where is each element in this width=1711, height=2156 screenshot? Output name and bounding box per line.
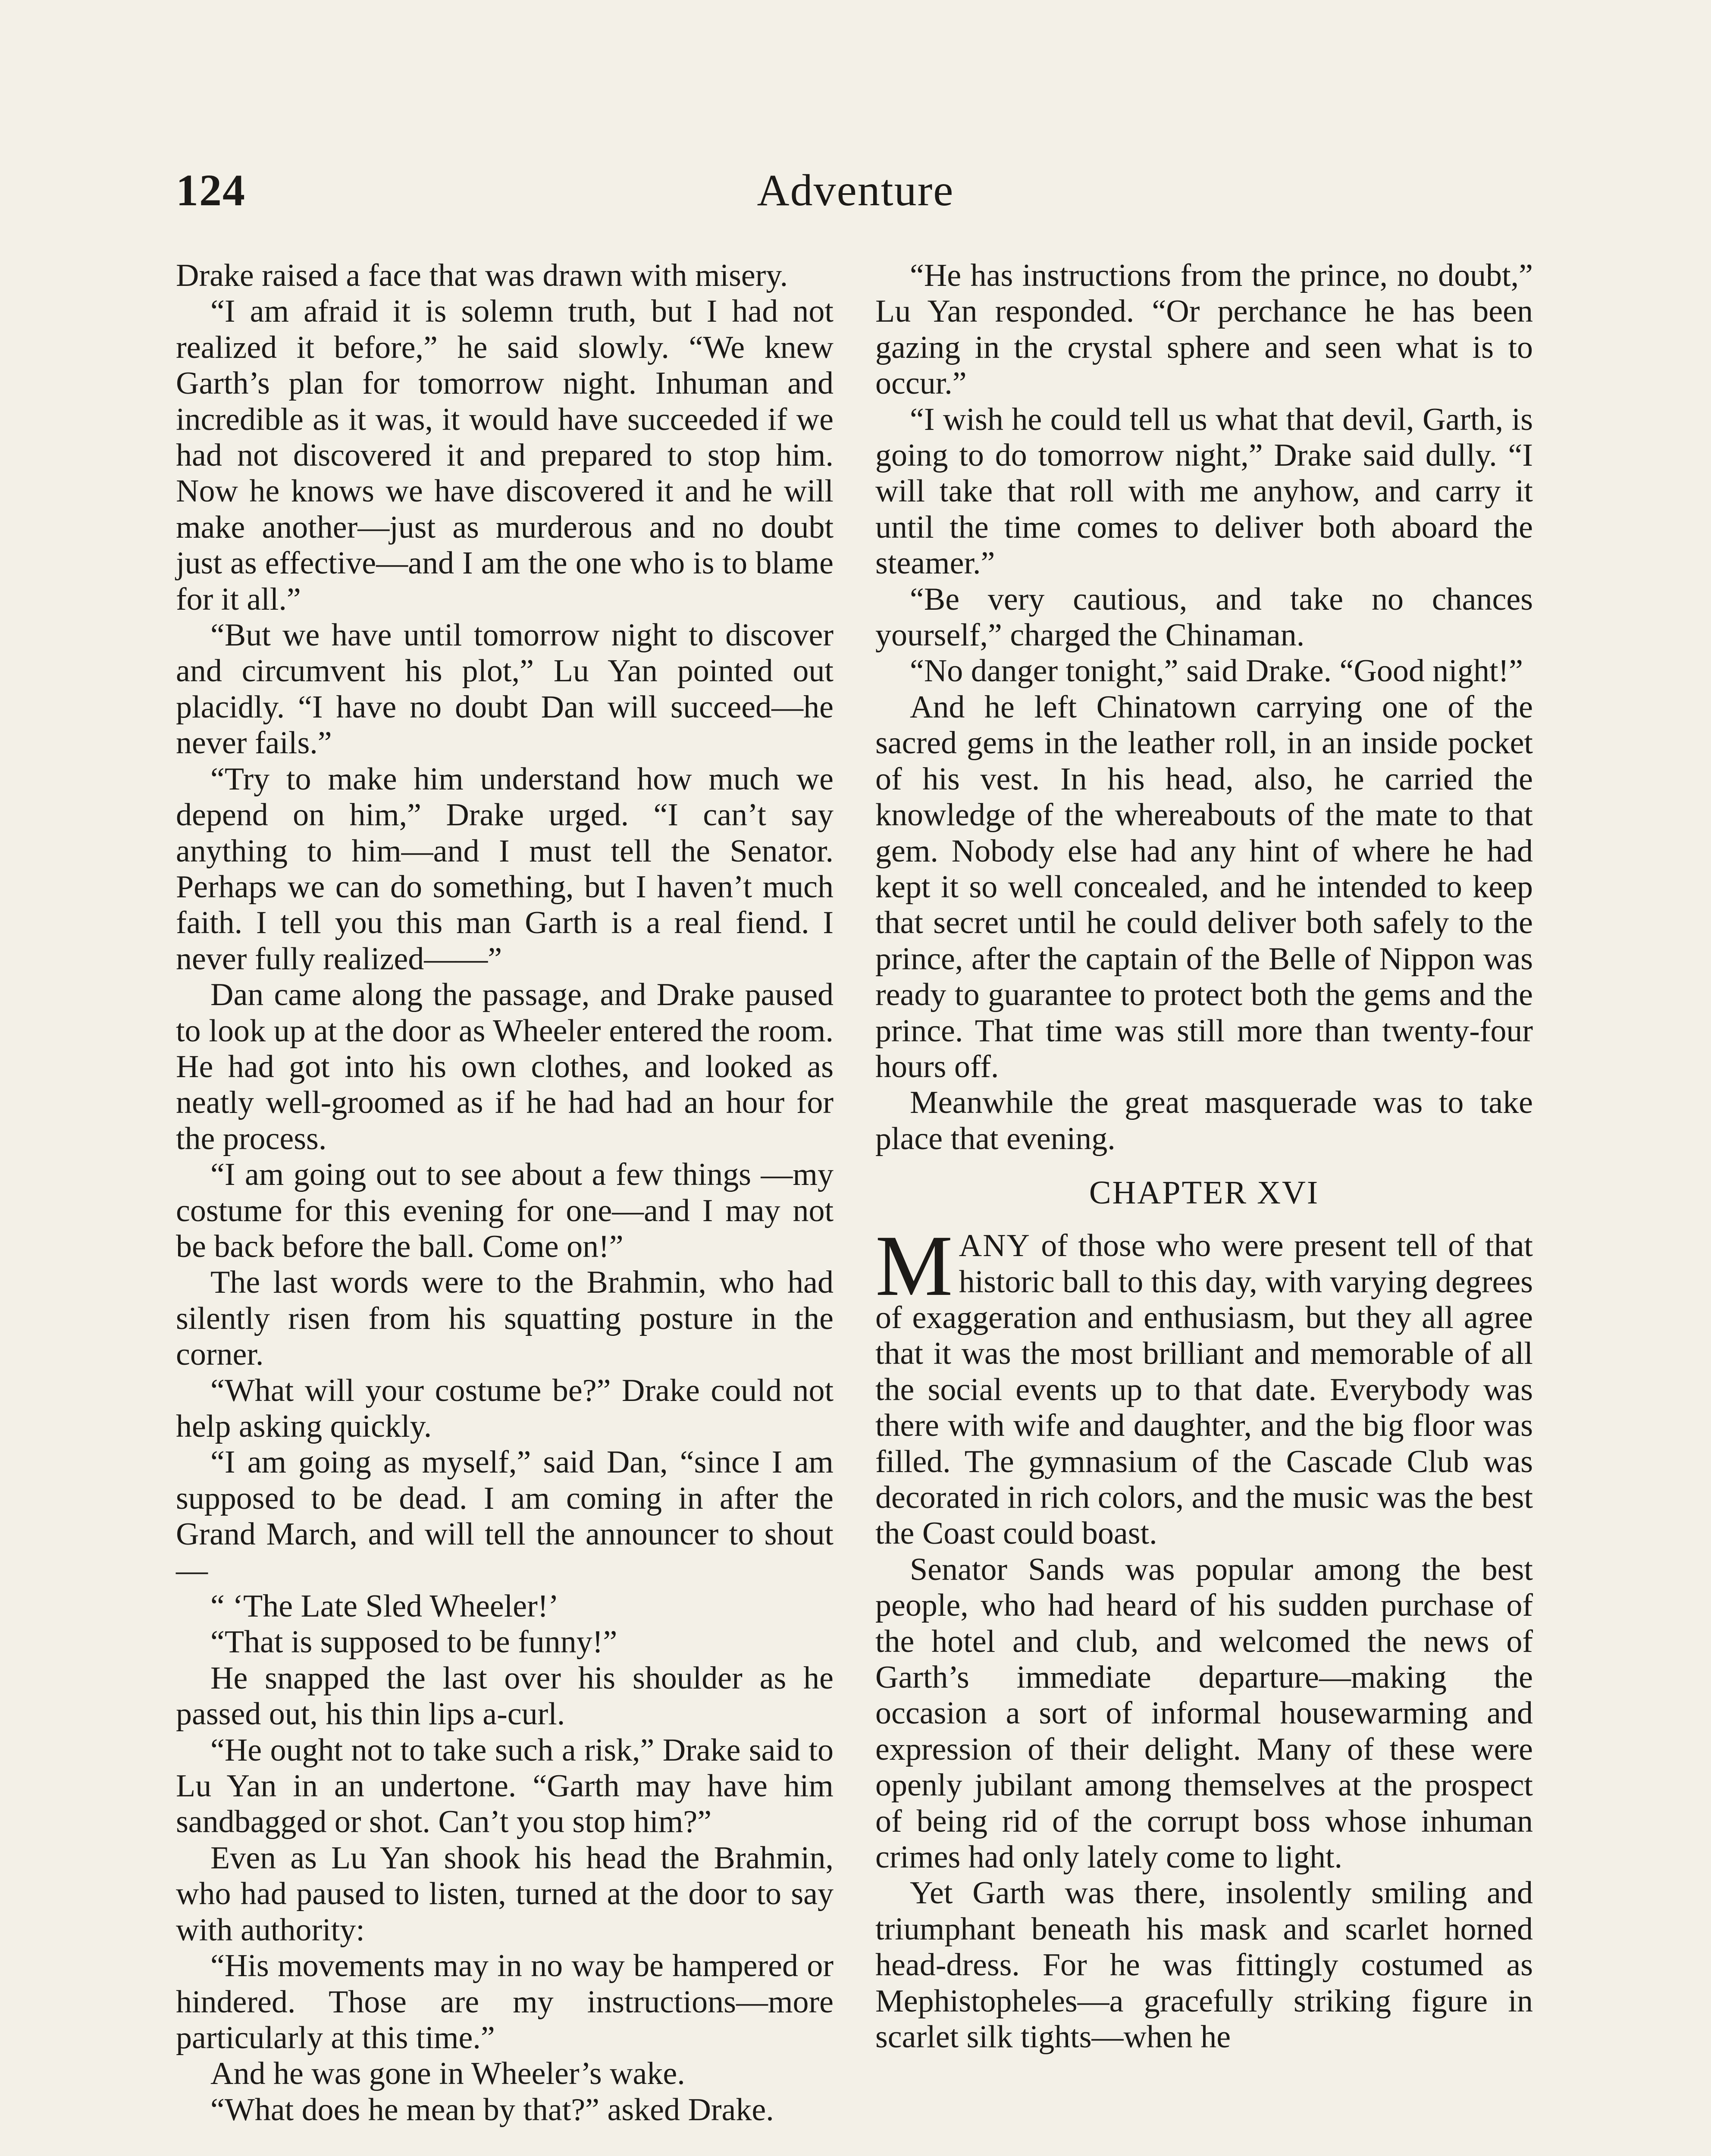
paragraph: “I am going out to see about a few things —my costume for this evening for one—and I may not be back before the ball. Come on!” (176, 1157, 834, 1264)
paragraph: “Be very cautious, and take no chances yourself,” charged the Chinaman. (875, 581, 1533, 653)
paragraph: Meanwhile the great masquerade was to take place that evening. (875, 1085, 1533, 1156)
paragraph: “He ought not to take such a risk,” Drake said to Lu Yan in an undertone. “Garth may have him sandbagged or shot. Can’t you stop him?” (176, 1732, 834, 1840)
paragraph: “Try to make him understand how much we depend on him,” Drake urged. “I can’t say anything to him—and I must tell the Senator. Perhaps we can do something, but I haven’t much faith. I tell you this man Garth is a real fiend. I never fully realized——” (176, 761, 834, 977)
paragraph: “I am going as myself,” said Dan, “since I am supposed to be dead. I am coming in after the Grand March, and will tell the announcer to shout— (176, 1445, 834, 1588)
paragraph: “His movements may in no way be hampered or hindered. Those are my instructions—more particularly at this time.” (176, 1948, 834, 2056)
paragraph: “ ‘The Late Sled Wheeler!’ (210, 1589, 559, 1624)
drop-cap: M (875, 1217, 953, 1314)
paragraph: “He has instructions from the prince, no doubt,” Lu Yan responded. “Or perchance he has been gazing in the crystal sphere and seen what is to occur.” (875, 258, 1533, 401)
opening-word: ANY (959, 1228, 1031, 1264)
page-number: 124 (176, 166, 246, 215)
paragraph: “I am afraid it is solemn truth, but I had not realized it before,” he said slowly. “We knew Garth’s plan for tomorrow night. Inhuman and incredible as it was, it would have succeeded if we had not discovered it and prepared to stop him. Now he knows we have discovered it and he will make another—just as murderous and no doubt just as effective—and I am the one who is to blame for it all.” (176, 294, 834, 617)
chapter-opening-paragraph (875, 1217, 1533, 1552)
paragraph: “But we have until tomorrow night to discover and circumvent his plot,” Lu Yan pointed out placidly. “I have no doubt Dan will succeed—he never fails.” (176, 617, 834, 761)
paragraph: “That is supposed to be funny!” (210, 1624, 617, 1660)
paragraph: Drake raised a face that was drawn with misery. (176, 258, 788, 293)
running-head: Adventure (757, 166, 954, 215)
paragraph: The last words were to the Brahmin, who had silently risen from his squatting posture in the corner. (176, 1265, 834, 1373)
paragraph: “No danger tonight,” said Drake. “Good night!” (910, 653, 1523, 689)
right-column (875, 258, 1533, 2056)
paragraph: And he left Chinatown carrying one of the sacred gems in the leather roll, in an inside pocket of his vest. In his head, also, he carried the knowledge of the whereabouts of the mate to that gem. Nobody else had any hint of where he had kept it so well concealed, and he intended to keep that secret until he could deliver both safely to the prince, after the captain of the Belle of Nippon was ready to guarantee to protect both the gems and the prince. That time was still more than twenty-four hours off. (875, 689, 1533, 1084)
paragraph: And he was gone in Wheeler’s wake. (210, 2056, 685, 2092)
paragraph: “I wish he could tell us what that devil, Garth, is going to do tomorrow night,” Drake said dully. “I will take that roll with me anyhow, and carry it until the time comes to deliver both aboard the steamer.” (875, 401, 1533, 581)
paragraph: “What will your costume be?” Drake could not help asking quickly. (176, 1373, 834, 1444)
paragraph: He snapped the last over his shoulder as he passed out, his thin lips a-curl. (176, 1660, 834, 1732)
paragraph: “What does he mean by that?” asked Drake. (210, 2092, 774, 2128)
paragraph: Yet Garth was there, insolently smiling and triumphant beneath his mask and scarlet horned head-dress. For he was fittingly costumed as Mephistopheles—a gracefully striking figure in scarlet silk tights—when he (875, 1875, 1533, 2055)
opening-text: of those who were present tell of that historic ball to this day, with varying degrees of exaggeration and enthusiasm, but they all agree that it was the most brilliant and memorable of all the social events up to that date. Everybody was there with wife and daughter, and the big floor was filled. The gymnasium of the Cascade Club was decorated in rich colors, and the music was the best the Coast could boast. (875, 1228, 1533, 1551)
paragraph: Dan came along the passage, and Drake paused to look up at the door as Wheeler entered the room. He had got into his own clothes, and looked as neatly well-groomed as if he had had an hour for the process. (176, 977, 834, 1156)
paragraph: Senator Sands was popular among the best people, who had heard of his sudden purchase of the hotel and club, and welcomed the news of Garth’s immediate departure—making the occasion a sort of informal housewarming and expression of their delight. Many of these were openly jubilant among themselves at the prospect of being rid of the corrupt boss whose inhuman crimes had only lately come to light. (875, 1551, 1533, 1875)
paragraph: Even as Lu Yan shook his head the Brahmin, who had paused to listen, turned at the door to say with authority: (176, 1840, 834, 1948)
left-column (176, 258, 834, 2128)
chapter-heading: CHAPTER XVI (1089, 1175, 1319, 1211)
